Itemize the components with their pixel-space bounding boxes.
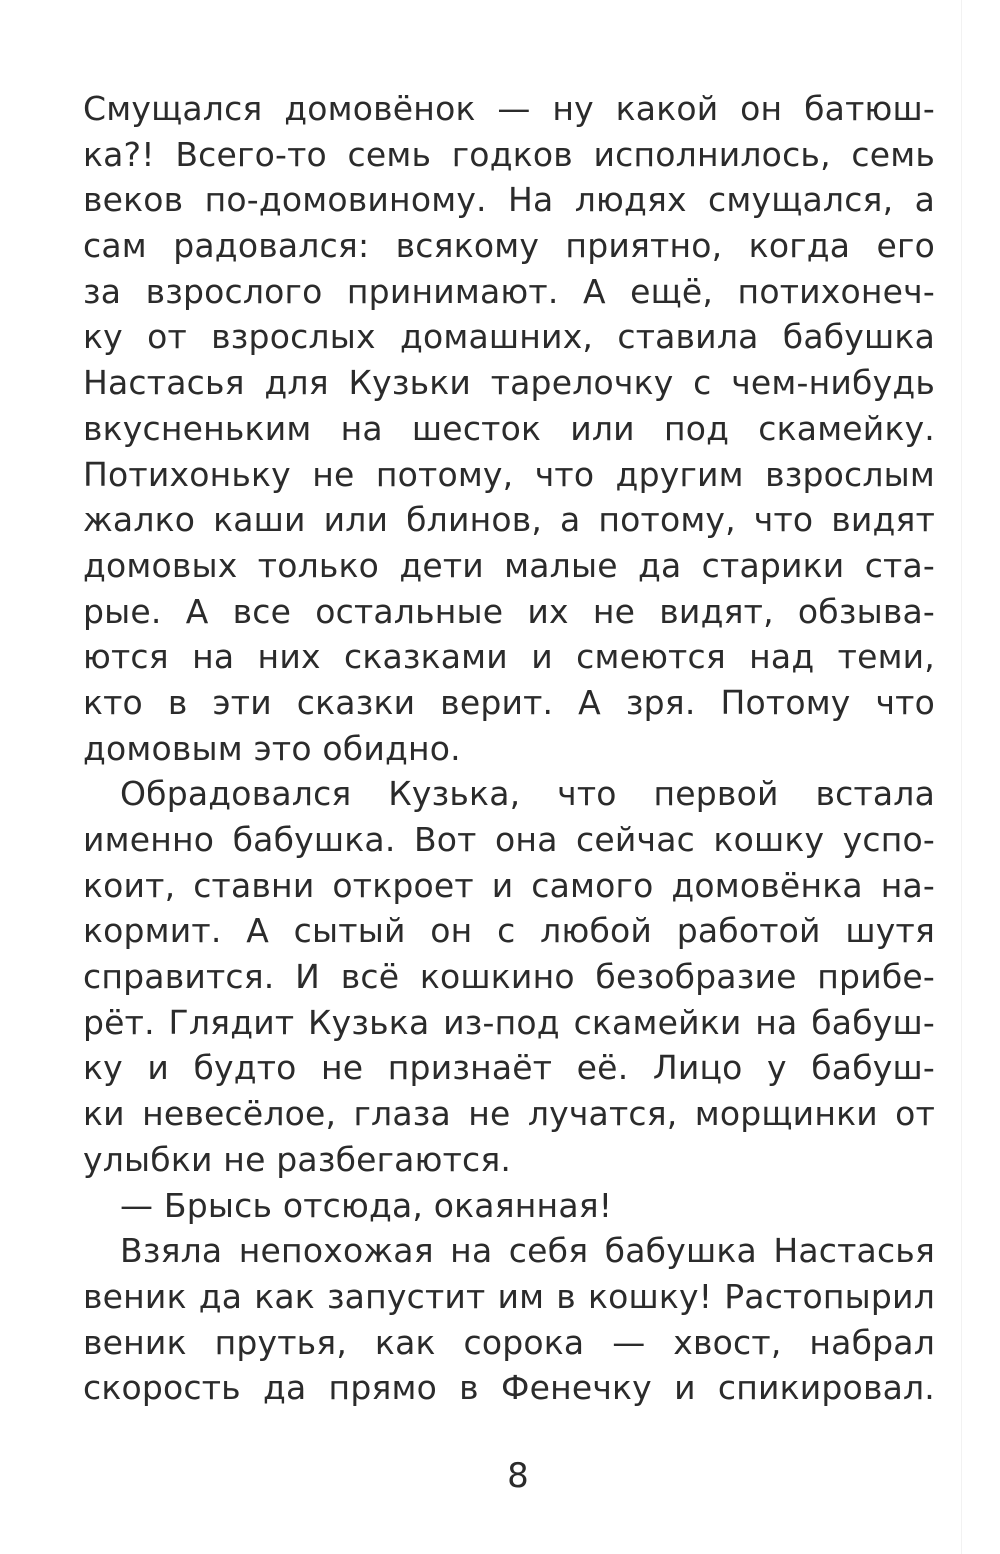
text-line: кормит. А сытый он с любой работой шутя [83, 911, 935, 951]
text-line: ку и будто не признаёт её. Лицо у бабуш- [83, 1048, 935, 1088]
text-line: за взрослого принимают. А ещё, потихонеч- [83, 271, 935, 311]
text-line: веник да как запустит им в кошку! Растопырил [83, 1276, 935, 1316]
text-line: коит, ставни откроет и самого домовёнка на- [83, 865, 935, 905]
text-line: именно бабушка. Вот она сейчас кошку успо- [83, 820, 935, 859]
text-line: улыбки не разбегаются. [83, 1139, 512, 1179]
text-line: домовым это обидно. [83, 728, 461, 768]
text-line: рёт. Глядит Кузька из-под скамейки на бабуш- [83, 1002, 935, 1042]
text-line: ку от взрослых домашних, ставила бабушка [83, 317, 935, 357]
text-line: рые. А все остальные их не видят, обзыва- [83, 591, 935, 631]
text-line: справится. И всё кошкино безобразие прибе- [83, 957, 935, 997]
text-line: ка?! Всего-то семь годков исполнилось, семь [83, 134, 935, 174]
text-line: — Брысь отсюда, окаянная! [120, 1185, 613, 1225]
text-line: Взяла непохожая на себя бабушка Настасья [120, 1231, 935, 1271]
text-line: кто в эти сказки верит. А зря. Потому что [83, 682, 935, 722]
text-line: жалко каши или блинов, а потому, что видят [83, 500, 935, 540]
page-edge-shadow [961, 0, 962, 1554]
text-line: веник прутья, как сорока — хвост, набрал [83, 1322, 935, 1362]
text-line: Обрадовался Кузька, что первой встала [120, 774, 935, 814]
body-text [83, 86, 935, 1411]
text-line: Потихоньку не потому, что другим взрослым [83, 454, 935, 494]
text-line: Смущался домовёнок — ну какой он батюш- [83, 89, 935, 128]
text-line: сам радовался: всякому приятно, когда его [83, 226, 935, 266]
text-line: Настасья для Кузьки тарелочку с чем-нибудь [83, 363, 935, 403]
text-line: ки невесёлое, глаза не лучатся, морщинки от [83, 1094, 935, 1134]
page-number: 8 [507, 1456, 529, 1496]
text-line: вкусненьким на шесток или под скамейку. [83, 408, 935, 448]
text-line: ются на них сказками и смеются над теми, [83, 637, 935, 677]
text-line: веков по-домовиному. На людях смущался, а [83, 180, 935, 220]
text-line: скорость да прямо в Фенечку и спикировал. [83, 1368, 935, 1408]
text-line: домовых только дети малые да старики ста- [83, 545, 935, 585]
